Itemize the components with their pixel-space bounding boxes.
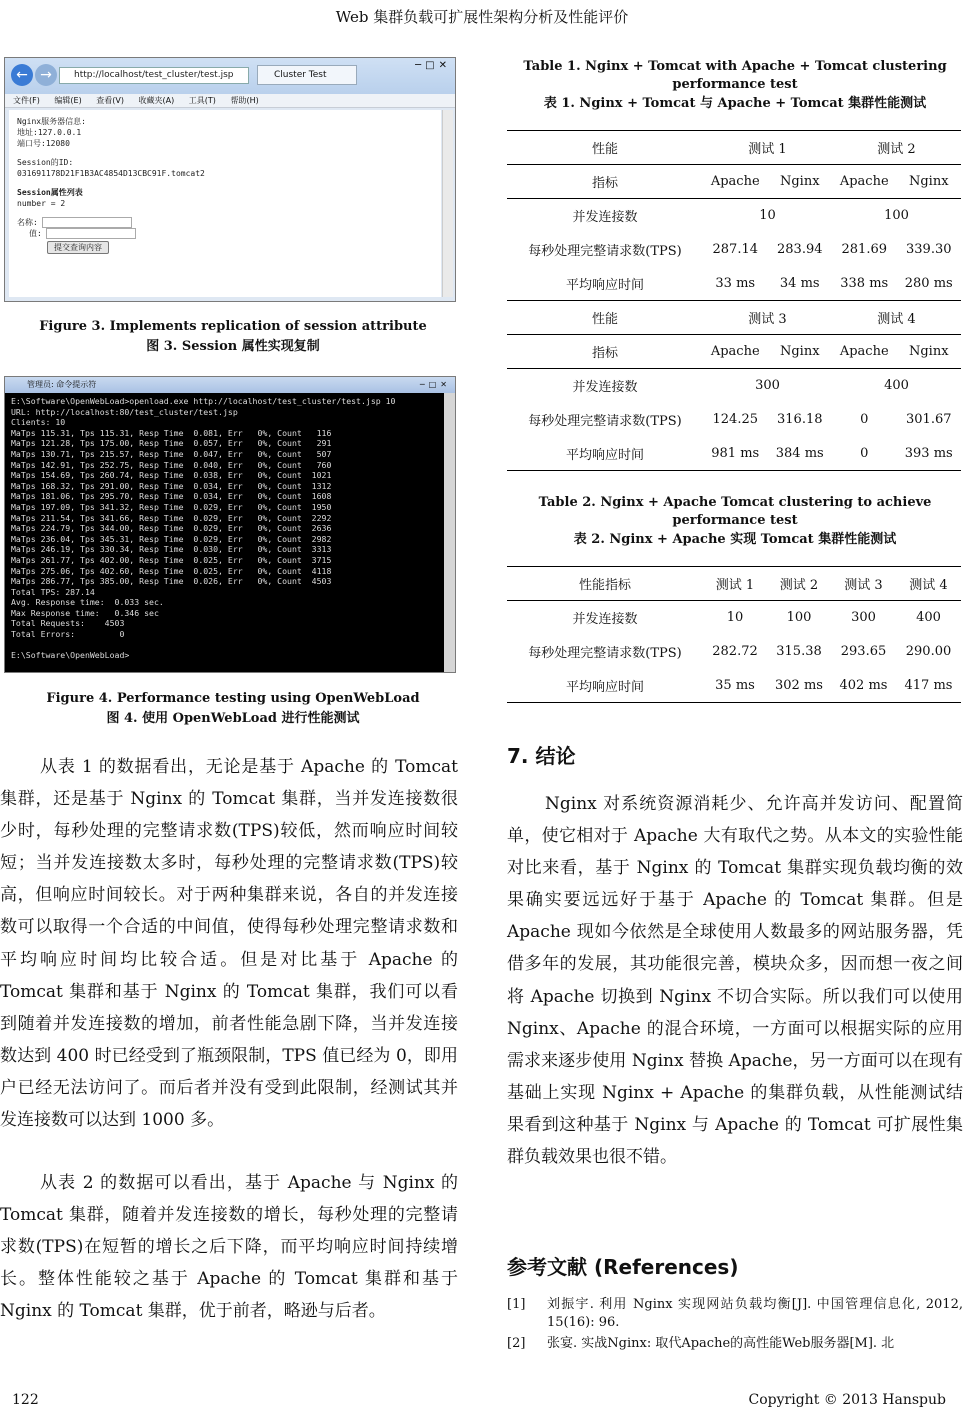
table-cell: 417 ms	[896, 669, 961, 703]
table-cell: Apache	[839, 174, 889, 189]
table-cell: 性能指标	[507, 567, 703, 601]
table-row	[507, 403, 961, 437]
figure-4-caption-cn: 图 4. 使用 OpenWebLoad 进行性能测试	[106, 711, 360, 726]
table-cell: 316.18	[777, 412, 823, 427]
references-title: 参考文献 (References)	[507, 1255, 739, 1279]
section-7-title: 7. 结论	[507, 744, 576, 768]
window-controls-icon[interactable]: ─□✕	[419, 380, 451, 389]
console-line	[11, 640, 449, 651]
server-port: 端口号:12080	[17, 139, 70, 148]
table-cell: Nginx	[779, 344, 820, 359]
console-line: MaTps 130.71, Tps 215.57, Resp Time 0.047, Err 0%, Count 507	[11, 448, 332, 459]
table-cell: 并发连接数	[572, 612, 638, 628]
reference-item	[507, 1335, 963, 1353]
table-cell: 平均响应时间	[507, 437, 703, 471]
table-cell: 402 ms	[831, 669, 896, 703]
console-line: E:\Software\OpenWebLoad>openload.exe http://localhost/test_cluster/test.jsp 10	[11, 396, 396, 406]
table-cell: 测试 1	[703, 131, 832, 165]
address-bar[interactable]: http://localhost/test_cluster/test.jsp	[59, 67, 249, 84]
table-cell: 平均响应时间	[507, 669, 703, 703]
reference-text: 刘振宇. 利用 Nginx 实现网站负载均衡[J]. 中国管理信息化, 2012, 15(16): 96.	[547, 1297, 963, 1330]
table-cell: 0	[860, 445, 869, 461]
table-cell: 每秒处理完整请求数(TPS)	[528, 414, 682, 429]
value-label: 值:	[29, 229, 42, 238]
table-2-caption-en: Table 2. Nginx + Apache Tomcat clustering to achieve performance test	[538, 495, 932, 528]
table-1-caption-en: Table 1. Nginx + Tomcat with Apache + Tomcat clustering performance test	[523, 59, 947, 92]
table-2-caption-cn: 表 2. Nginx + Apache 实现 Tomcat 集群性能测试	[573, 532, 897, 547]
table-cell: 293.65	[840, 644, 887, 659]
console-line: MaTps 154.69, Tps 260.74, Resp Time 0.038, Err 0%, Count 1021	[11, 470, 332, 481]
table-cell: 测试 3	[831, 567, 896, 601]
table-row	[507, 567, 961, 601]
table-cell: 302 ms	[767, 669, 831, 703]
table-cell: 301.67	[906, 412, 952, 427]
reference-text: 张宴. 实战Nginx: 取代Apache的高性能Web服务器[M]. 北	[547, 1336, 895, 1351]
table-cell: 287.14	[712, 242, 758, 257]
table-row	[507, 335, 961, 369]
table-cell: 400	[884, 378, 909, 394]
table-cell: 每秒处理完整请求数(TPS)	[528, 244, 682, 259]
figure-3-caption-cn: 图 3. Session 属性实现复制	[146, 339, 320, 354]
table-cell: 平均响应时间	[507, 267, 703, 301]
table-row	[507, 601, 961, 635]
table-cell: 400	[916, 610, 941, 626]
table-cell: Apache	[710, 344, 760, 359]
console-line: MaTps 261.77, Tps 402.00, Resp Time 0.025, Err 0%, Count 3715	[11, 554, 332, 565]
table-1	[507, 130, 961, 471]
table-cell: 10	[759, 208, 776, 224]
table-cell: 283.94	[777, 242, 823, 257]
table-row	[507, 635, 961, 669]
submit-query-button[interactable]: 提交查询内容	[47, 241, 109, 254]
table-cell: 34 ms	[779, 275, 820, 291]
table-cell: 100	[884, 208, 909, 224]
figure-4-screenshot	[4, 376, 456, 673]
console-line: E:\Software\OpenWebLoad>	[11, 650, 130, 661]
console-line: MaTps 275.06, Tps 402.60, Resp Time 0.025, Err 0%, Count 4118	[11, 565, 332, 576]
table-cell: 33 ms	[715, 275, 756, 291]
console-line: URL: http://localhost:80/test_cluster/test.jsp	[11, 406, 238, 417]
table-cell: 并发连接数	[572, 210, 638, 226]
reference-number: [2]	[507, 1336, 526, 1351]
table-cell: 指标	[507, 165, 703, 199]
table-row	[507, 669, 961, 703]
body-paragraph-2: 从表 2 的数据可以看出，基于 Apache 与 Nginx 的 Tomcat 集群，随着并发连接数的增长，每秒处理的完整请求数(TPS)在短暂的增长之后下降，而平均响应时间持续增长。整体性能较之基于 Apache 的 Tomcat 集群和基于 Nginx 的 Tomcat 集群，优于前者，略逊与后者。	[0, 1173, 458, 1322]
session-attr-number: number = 2	[17, 199, 66, 208]
table-cell: 281.69	[841, 242, 887, 257]
console-output	[5, 393, 455, 664]
figure-3-screenshot	[4, 57, 456, 302]
menu-edit[interactable]: 编辑(E)	[54, 96, 82, 105]
console-line: MaTps 181.06, Tps 295.70, Resp Time 0.034, Err 0%, Count 1608	[11, 491, 332, 502]
table-cell: Apache	[710, 174, 760, 189]
table-cell: 315.38	[776, 644, 822, 659]
table-1-caption-cn: 表 1. Nginx + Tomcat 与 Apache + Tomcat 集群性能测试	[543, 96, 927, 111]
table-cell: 981 ms	[711, 445, 760, 461]
table-cell: 393 ms	[904, 445, 953, 461]
table-cell: 290.00	[905, 644, 952, 659]
console-line: Avg. Response time: 0.033 sec.	[11, 597, 164, 608]
console-line: Max Response time: 0.346 sec	[11, 607, 159, 618]
table-row	[507, 267, 961, 301]
table-cell: 每秒处理完整请求数(TPS)	[528, 646, 682, 661]
console-line: MaTps 115.31, Tps 115.31, Resp Time 0.081, Err 0%, Count 116	[11, 427, 332, 438]
table-cell: 测试 3	[703, 301, 832, 335]
console-line: MaTps 142.91, Tps 252.75, Resp Time 0.040, Err 0%, Count 760	[11, 459, 332, 470]
reference-number: [1]	[507, 1297, 526, 1312]
table-cell: 10	[726, 610, 744, 626]
figure-3-caption-en: Figure 3. Implements replication of session attribute	[39, 319, 427, 334]
table-cell: Nginx	[779, 174, 820, 189]
table-cell: 0	[860, 412, 869, 427]
page-number: 122	[12, 1392, 39, 1408]
console-line: MaTps 121.28, Tps 175.00, Resp Time 0.057, Err 0%, Count 291	[11, 438, 332, 449]
copyright: Copyright © 2013 Hanspub	[748, 1392, 946, 1408]
table-2	[507, 566, 961, 703]
session-attr-list-title: Session属性列表	[17, 188, 83, 197]
table-cell: 测试 2	[832, 131, 961, 165]
server-address: 地址:127.0.0.1	[17, 128, 82, 137]
table-cell: 性能	[507, 131, 703, 165]
browser-menu-bar	[5, 94, 455, 108]
console-window-title: 管理员: 命令提示符	[27, 380, 97, 389]
session-id-label: Session的ID:	[17, 158, 74, 167]
console-line: Clients: 10	[11, 417, 66, 428]
running-header: Web 集群负载可扩展性架构分析及性能评价	[335, 8, 629, 26]
browser-page-content	[9, 110, 441, 297]
table-cell: 300	[755, 378, 780, 394]
table-cell: 性能	[507, 301, 703, 335]
table-cell: 338 ms	[840, 275, 889, 291]
console-line: MaTps 197.09, Tps 341.32, Resp Time 0.029, Err 0%, Count 1950	[11, 501, 332, 512]
table-cell: Nginx	[908, 174, 949, 189]
menu-tools[interactable]: 工具(T)	[188, 96, 216, 105]
menu-help[interactable]: 帮助(H)	[230, 96, 259, 105]
table-cell: 384 ms	[775, 445, 824, 461]
forward-icon[interactable]: →	[35, 64, 57, 86]
table-cell: 指标	[507, 335, 703, 369]
table-row	[507, 165, 961, 199]
server-info-label: Nginx服务器信息:	[17, 117, 86, 126]
console-line: MaTps 246.19, Tps 330.34, Resp Time 0.030, Err 0%, Count 3313	[11, 544, 332, 555]
console-line: MaTps 211.54, Tps 341.66, Resp Time 0.029, Err 0%, Count 2292	[11, 512, 332, 523]
value-input[interactable]	[46, 228, 136, 239]
console-line: Total Errors: 0	[11, 629, 125, 640]
console-line: MaTps 236.04, Tps 345.31, Resp Time 0.029, Err 0%, Count 2982	[11, 533, 332, 544]
table-cell: 35 ms	[703, 669, 767, 703]
table-cell: 124.25	[712, 412, 758, 427]
menu-view[interactable]: 查看(V)	[96, 96, 124, 105]
menu-favorites[interactable]: 收藏夹(A)	[138, 96, 175, 105]
reference-item	[507, 1296, 963, 1332]
browser-toolbar	[5, 58, 455, 94]
table-row	[507, 437, 961, 471]
table-row	[507, 233, 961, 267]
table-cell: 测试 2	[767, 567, 831, 601]
table-row	[507, 131, 961, 165]
table-cell: 100	[786, 610, 812, 626]
session-id-value: 031691178D21F1B3AC4854D13CBC91F.tomcat2	[17, 169, 205, 178]
back-icon[interactable]: ←	[11, 64, 33, 86]
table-cell: 282.72	[712, 644, 758, 659]
table-row	[507, 199, 961, 233]
name-input[interactable]	[42, 217, 132, 228]
body-paragraph-1: 从表 1 的数据看出，无论是基于 Apache 的 Tomcat 集群，还是基于 Nginx 的 Tomcat 集群，当并发连接数很少时，每秒处理的完整请求数(TPS)较低，然而响应时间较短；当并发连接数太多时，每秒处理的完整请求数(TPS)较高，但响应时间较长。对于两种集群来说，各自的并发连接数可以取得一个合适的中间值，使得每秒处理完整请求数和平均响应时间均比较合适。但是对比基于 Apache 的 Tomcat 集群和基于 Nginx 的 Tomcat 集群，我们可以看到随着并发连接数的增加，前者性能急剧下降，当并发连接数达到 400 时已经受到了瓶颈限制，TPS 值已经为 0，即用户已经无法访问了。而后者并没有受到此限制，经测试其并发连接数可以达到 1000 多。	[0, 757, 458, 1131]
section-7-paragraph: Nginx 对系统资源消耗少、允许高并发访问、配置简单，使它相对于 Apache 大有取代之势。从本文的实验性能对比来看，基于 Nginx 的 Tomcat 集群实现负载均衡的效果确实要远远好于基于 Apache 的 Tomcat 集群。但是 Apache 现如今依然是全球使用人数最多的网站服务器，凭借多年的发展，其功能很完善，模块众多，因而想一夜之间将 Apache 切换到 Nginx 不切合实际。所以我们可以使用 Nginx、Apache 的混合环境，一方面可以根据实际的应用需求来逐步使用 Nginx 替换 Apache，另一方面可以在现有基础上实现 Nginx + Apache 的集群负载，从性能测试结果看到这种基于 Nginx 与 Apache 的 Tomcat 可扩展性集群负载效果也很不错。	[507, 794, 963, 1168]
table-cell: 并发连接数	[572, 380, 638, 396]
table-cell: 测试 4	[896, 567, 961, 601]
browser-scrollbar[interactable]	[442, 110, 453, 297]
console-line: MaTps 224.79, Tps 344.00, Resp Time 0.029, Err 0%, Count 2636	[11, 523, 332, 534]
table-row	[507, 369, 961, 403]
table-cell: 300	[851, 610, 876, 626]
browser-tab[interactable]: Cluster Test	[257, 65, 357, 85]
table-cell: 280 ms	[904, 275, 953, 291]
table-cell: 339.30	[906, 242, 952, 257]
console-scrollbar[interactable]	[444, 393, 455, 672]
console-line: Total TPS: 287.14	[11, 586, 95, 597]
console-line: Total Requests: 4503	[11, 618, 125, 629]
console-title-bar	[5, 377, 455, 393]
table-cell: 测试 4	[832, 301, 961, 335]
table-cell: Nginx	[908, 344, 949, 359]
table-row	[507, 301, 961, 335]
figure-4-caption-en: Figure 4. Performance testing using OpenWebLoad	[46, 691, 420, 706]
menu-file[interactable]: 文件(F)	[13, 96, 40, 105]
name-label: 名称:	[17, 218, 38, 227]
table-cell: 测试 1	[703, 567, 767, 601]
window-controls-icon[interactable]: ─□✕	[415, 60, 451, 71]
console-line: MaTps 286.77, Tps 385.00, Resp Time 0.026, Err 0%, Count 4503	[11, 576, 332, 587]
console-line: MaTps 168.32, Tps 291.00, Resp Time 0.034, Err 0%, Count 1312	[11, 480, 332, 491]
table-cell: Apache	[839, 344, 889, 359]
